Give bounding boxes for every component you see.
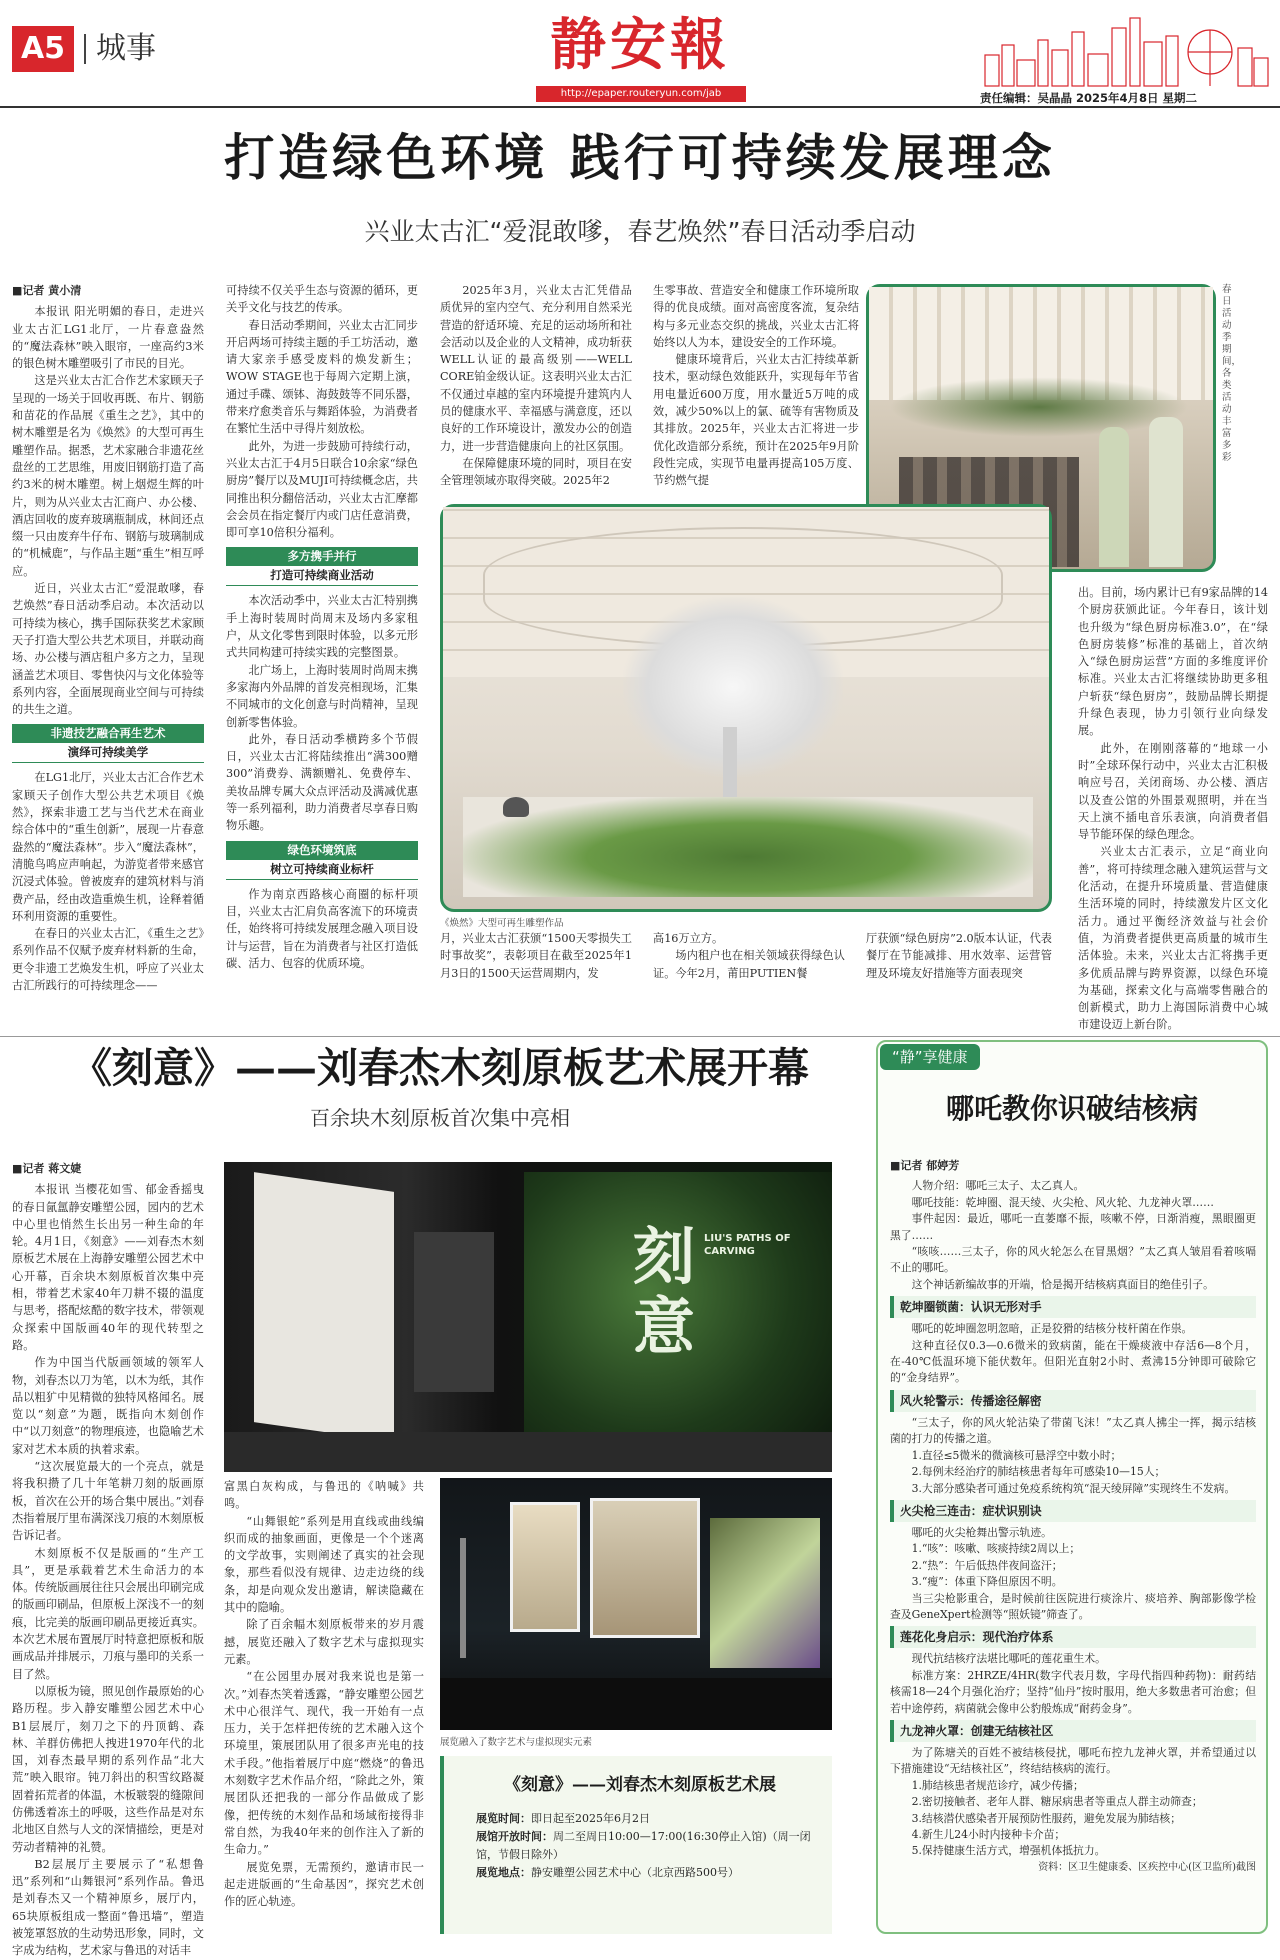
info-location: 展览地点：静安雕塑公园艺术中心（北京西路500号） — [476, 1866, 739, 1879]
info-title: 《刻意》——刘春杰木刻原板艺术展 — [504, 1775, 776, 1795]
heading-symptoms: 火尖枪三连击：症状识别诀 — [890, 1500, 1256, 1522]
page-code-badge: A5 — [12, 26, 74, 72]
article1-subtitle: 兴业太古汇“爱混敢嗲，春艺焕然”春日活动季启动 — [364, 217, 916, 246]
article1-bottom-col4: 高16万立方。 场内租户也在相关领域获得绿色认证。今年2月，莆田PUTIEN餐 — [653, 932, 845, 980]
banner-text: 刻意 — [632, 1220, 695, 1363]
subhead-partners: 多方携手并行 打造可持续商业活动 — [226, 547, 418, 586]
article1-col1: ■记者 黄小清 本报讯 阳光明媚的春日，走进兴业太古汇LG1北厅，一片春意盎然的“魔法森林”映入眼帘，一座高约3米的银色树木雕塑吸引了市民的目光。 这是兴业太古汇合作艺术家顾天子呈现的一场关于回收再既、布片、钢筋和苗花的作品展《重生之艺》，其中的树木雕塑是名为《焕然》的大型可再生雕塑作品。据悉，艺术家融合非遗花丝盘丝的工艺思维，用废旧钢筋打造了高约3米的树木雕塑。树上烟煜生辉的叶片，则为从兴业太古汇商户、办公楼、酒店回收的废弃玻璃瓶制成，林间还点缀一只由废弃牛仔布、钢筋与玻璃制成的“机械鹿”，与作品主题“重生”相互呼应。 近日，兴业太古汇“爱混敢嗲，春艺焕然”春日活动季启动。本次活动以可持续为核心，携手国际获奖艺术家顾天子打造大型公共艺术项目，并联动商场、办公楼与酒店租户多方之力，呈现涵盖艺术项目、零售快闪与文化体验等系列内容，全面展现商业空间与可持续的共生之道。 非遗技艺融合再生艺术 演绎可持续美学 在LG1北厅，兴业太古汇合作艺术家顾天子创作大型公共艺术项目《焕然》，探索非遗工艺与当代艺术在商业综合体中的“重生创新”，展现一片春意盎然的“魔法森林”。步入“魔法森林”，清脆鸟鸣应声响起，为游览者带来感官沉浸式体验。曾被废弃的建筑材料与消费产品，经由改造重焕生机，诠释着循环利用资源的重要性。 在春日的兴业太古汇，《重生之艺》系列作品不仅赋予废弃材料新的生命，更令非遗工艺焕发生机，呼应了兴业太古汇所践行的可持续理念—— — [12, 284, 204, 992]
section-name: 城事 — [96, 31, 156, 66]
source-note: 资料：区卫生健康委、区疾控中心(区卫监所)截图 — [1038, 1861, 1256, 1873]
header-rule — [0, 106, 1280, 108]
url-bar[interactable]: http://epaper.routeryun.com/jab — [536, 86, 746, 102]
caption-side: 春日活动季期间，各类活动丰富多彩 — [1222, 284, 1242, 463]
section-rule — [0, 1036, 1280, 1037]
info-time: 展览时间：即日起至2025年6月2日 — [476, 1812, 650, 1825]
article2-col2: 富黑白灰构成，与鲁迅的《呐喊》共鸣。 “山舞银蛇”系列是用直线或曲线编织而成的抽象画面，更像是一个个迷离的文学故事，实则阐述了真实的社会现象，那些看似没有规律、边走边绕的线条，却是向观众发出邀请，解读隐藏在其中的隐喻。 除了百余幅木刻原板带来的岁月震撼，展览还融入了数字艺术与虚拟现实元素。 “在公园里办展对我来说也是第一次。”刘春杰笑着透露，“静安雕塑公园艺术中心很洋气、现代，我一开始有一点压力，关于怎样把传统的艺术融入这个环境里，策展团队用了很多声光电的技术手段。”他指着展厅中庭“燃烧”的鲁迅木刻数字艺术作品介绍，“除此之外，策展团队还把我的一部分作品做成了影像，把传统的木刻作品和场域衔接得非常自然，为我40年来的创作注入了新的生命力。” 展览免票，无需预约，邀请市民一起走进版画的“生命基因”，探究艺术创作的匠心轨迹。 — [224, 1480, 424, 1909]
subhead-heritage: 非遗技艺融合再生艺术 演绎可持续美学 — [12, 724, 204, 763]
article1-title: 打造绿色环境 践行可持续发展理念 — [224, 128, 1056, 187]
editor-line: 责任编辑：吴晶晶 2025年4月8日 星期二 — [980, 91, 1198, 105]
caption-main: 《焕然》大型可再生雕塑作品 — [440, 918, 564, 929]
article1-bottom-col3: 月，兴业太古汇获颁“1500天零损失工时事故奖”，表彰项目在截至2025年1月3日的1500天运营周期内，发 — [440, 932, 632, 980]
article3-body: ■记者 郁婷芳 人物介绍：哪吒三太子、太乙真人。 哪吒技能：乾坤圈、混天绫、火尖枪、风火轮、九龙神火罩…… 事件起因：最近，哪吒一直萎靡不振，咳嗽不停，日渐消瘦，黑眼圈更黑了…… “咳咳……三太子，你的风火轮怎么在冒黑烟？”太乙真人皱眉看着咳嗝不止的哪吒。 这个神话新编故事的开端，恰是揭开结核病真面目的绝佳引子。 乾坤圈锁菌：认识无形对手 哪吒的乾坤圈忽明忽暗，正是狡猾的结核分枝杆菌在作祟。 这种直径仅0.3—0.6微米的致病菌，能在干燥痰液中存活6—8个月，在-40℃低温环境下能伏数年。但阳光直射2小时、煮沸15分钟即可破除它的“金身结界”。 风火轮警示：传播途径解密 “三太子，你的风火轮沾染了带菌飞沫！”太乙真人拂尘一挥，揭示结核菌的打力的传播之道。 1.直径≤5微米的微滴核可悬浮空中数小时； 2.每例未经治疗的肺结核患者每年可感染10—15人； 3.大部分感染者可通过免疫系统构筑“混天绫屏障”实现终生不发病。 火尖枪三连击：症状识别诀 哪吒的火尖枪舞出警示轨迹。 1.“咳”：咳嗽、咳痰持续2周以上； 2.“热”：午后低热伴夜间盗汗； 3.“瘦”：体重下降但原因不明。 当三尖枪影重合，是时候前往医院进行痰涂片、痰培养、胸部影像学检查及GeneXpert检测等“照妖镜”筛查了。 莲花化身启示：现代治疗体系 现代抗结核疗法堪比哪吒的莲花重生术。 标准方案：2HRZE/4HR(数字代表月数，字母代指四种药物)：耐药结核需18—24个月强化治疗；坚持“仙丹”按时服用，绝大多数患者可治愈；但若中途停药，病菌就会像申公豹般炼成“耐药金身”。 九龙神火罩：创建无结核社区 为了陈塘关的百姓不被结核侵扰，哪吒布控九龙神火罩，并希望通过以下措施建设“无结核社区”，终结结核病的流行。 1.肺结核患者规范诊疗，减少传播； 2.密切接触者、老年人群、糖尿病患者等重点人群主动筛查； 3.结核潜伏感染者开展预防性服药，避免发展为肺结核； 4.新生儿24小时内接种卡介苗； 5.保持健康生活方式，增强机体抵抗力。 资料：区卫生健康委、区疾控中心(区卫监所)截图 — [890, 1158, 1256, 1930]
article1-col2: 可持续不仅关乎生态与资源的循环，更关乎文化与技艺的传承。 春日活动季期间，兴业太古汇同步开启两场可持续主题的手工坊活动，邀请大家亲手感受废料的焕发新生；WOW STAGE也于每周六定期上演，通过手碟、颂钵、海鼓鼓等不同乐器，带来疗愈类音乐与舞蹈体验，为消费者在繁忙生活中寻得片刻放松。 此外，为进一步鼓励可持续行动，兴业太古汇于4月5日联合10余家“绿色厨房”餐厅以及MUJI可持续概念店，共同推出积分翻倍活动，兴业太古汇摩都会会员在指定餐厅内或门店任意消费，即可享10倍积分福利。 多方携手并行 打造可持续商业活动 本次活动季中，兴业太古汇特别携手上海时装周时尚周末及场内多家租户，从文化零售到限时体验，以多元形式共同构建可持续实践的完整图景。 北广场上，上海时装周时尚周末携多家海内外品牌的首发亮相现场，汇集不同城市的文化创意与时尚精神，呈现创新零售体验。 此外，春日活动季横跨多个节假日，兴业太古汇将陆续推出“满300赠300”消费券、满额赠礼、免费停车、美妆品牌专属大众点评活动及满减优惠等一系列福利，助力消费者尽享春日购物乐趣。 绿色环境筑底 树立可持续商业标杆 作为南京西路核心商圈的标杆项目，兴业太古汇肩负高客流下的环境责任，始终将可持续发展理念融入项目设计与运营，旨在为消费者与社区打造低碳、活力、包容的优质环境。 — [226, 284, 418, 970]
article2-col1: ■记者 蒋文婕 本报讯 当樱花如雪、郁金香摇曳的春日氤氲静安雕塑公园，园内的艺术中心里也悄然生长出另一种生命的年轮。4月1日，《刻意》——刘春杰木刻原板艺术展在上海静安雕塑公园艺术中心开幕，百余块木刻原板首次集中亮相，带着艺术家40年刀耕不辍的温度与思考，搭配炫酷的数字技术，带领观众探索中国版画40年的现代转型之路。 作为中国当代版画领域的领军人物，刘春杰以刀为笔，以木为纸，其作品以粗犷中见精微的独特风格闻名。展览以“刻意”为题，既指向木刻创作中“以刀刻意”的物理痕迹，也隐喻艺术家对艺术本质的执着求索。 “这次展览最大的一个亮点，就是将我积攒了几十年笔耕刀刻的版画原板，首次在公开的场合集中展出。”刘春杰指着展厅里布满深浅刀痕的木刻原板告诉记者。 木刻原板不仅是版画的“生产工具”，更是承载着艺术生命活力的本体。传统版画展往往只会展出印刷完成的版画印刷品，但原板上深浅不一的刻痕，比完美的版画印刷品更接近真实。本次艺术展布置展厅时特意把原板和版画成品并排展示，刀痕与墨印的关系一目了然。 以原板为镜，照见创作最原始的心路历程。步入静安雕塑公园艺术中心B1层展厅，刻刀之下的丹顶鹤、森林、羊群仿佛把人拽进1970年代的北国，刘春杰最早期的系列作品“北大荒”映入眼帘。钝刀斜出的积雪纹路凝固着拓荒者的体温，木板皲裂的缝隙间仿佛透着冻土的呼吸，这些作品是对东北地区自然与人文的深情描绘，更是对劳动者精神的礼赞。 B2层展厅主要展示了“私想鲁迅”系列和“山舞银河”系列作品。鲁迅是刘春杰又一个精神原乡，展厅内，65块原板组成一整面“鲁迅墙”，塑造被笼罩怒放的生动势迅形象，同时，文字成为结构，艺术家与鲁迅的对话丰 — [12, 1162, 204, 1958]
article1-col4: 生零事故、营造安全和健康工作环境所取得的优良成绩。面对高密度客流，复杂结构与多元业态交织的挑战，兴业太古汇将始终以人为本，建设安全的工作环境。 健康环境背后，兴业太古汇持续革新技术，驱动绿色效能跃升，实现每年节省用电量近600万度，用水量近5万吨的成效，减少50%以上的氯、硫等有害物质及其排放。2025年，兴业太古汇将进一步优化改造部分系统，预计在2025年9月阶段性完成，实现节电量再提高105万度、节约燃气提 — [653, 284, 859, 488]
article3-title: 哪吒教你识破结核病 — [945, 1092, 1198, 1125]
photo-sculpture — [440, 504, 1052, 912]
article1-col5: 出。目前，场内累计已有9家品牌的14个厨房获颁此证。今年春日，该计划也升级为“绿色厨房标准3.0”，在“绿色厨房装修”标准的基础上，首次纳入“绿色厨房运营”方面的多维度评价标准。兴业太古汇将继续协助更多租户斩获“绿色厨房”，鼓励品牌长期提升绿色表现，协力引领行业向绿发展。 此外，在刚刚落幕的“地球一小时”全球环保行动中，兴业太古汇积极响应号召，关闭商场、办公楼、酒店以及查公馆的外围景观照明，并在当天上演不插电音乐表演，向消费者倡导节能环保的绿色理念。 兴业太古汇表示，立足“商业向善”，将可持续理念融入建筑运营与文化活动，在提升环境质量、营造健康生活环境的同时，持续激发片区文化活力。通过平衡经济效益与社会价值，为消费者提供更高质量的城市生活体验。未来，兴业太古汇将携手更多优质品牌与跨界资源，以绿色环境为基础，探索文化与高端零售融合的创新模式，助力上海国际消费中心城市建设迈上新台阶。 — [1078, 586, 1268, 1032]
heading-spread: 风火轮警示：传播途径解密 — [890, 1390, 1256, 1412]
photo-exhibition-gallery — [440, 1478, 832, 1730]
masthead: 静安報 — [550, 12, 730, 78]
caption-exhibition: 展览融入了数字艺术与虚拟现实元素 — [440, 1737, 593, 1748]
info-hours: 展馆开放时间：周二至周日10:00—17:00(16:30停止入馆)（周一闭馆，节假日除外） — [476, 1830, 811, 1861]
heading-lock: 乾坤圈锁菌：认识无形对手 — [890, 1296, 1256, 1318]
article1-col3: 2025年3月，兴业太古汇凭借品质优异的室内空气、充分利用自然采光营造的舒适环境、充足的运动场所和社会活动以及企业的人文精神，成功斩获WELL认证的最高级别——WELL CORE铂金级认证。这表明兴业太古汇不仅通过卓越的室内环境提升建筑内人员的健康水平、幸福感与满意度，还以良好的工作环境设计，激发办公的创造力，进一步营造健康向上的社区氛围。 在保障健康环境的同时，项目在安全管理领域亦取得突破。2025年2 — [440, 284, 632, 488]
heading-community: 九龙神火罩：创建无结核社区 — [890, 1720, 1256, 1742]
article2-subtitle: 百余块木刻原板首次集中亮相 — [310, 1106, 570, 1130]
skyline-graphic — [980, 10, 1270, 86]
exhibition-info-box — [440, 1756, 832, 1934]
section-divider — [84, 34, 86, 64]
banner-small: LIU'S PATHS OF CARVING — [704, 1233, 791, 1257]
photo-exhibition-hall — [224, 1162, 832, 1472]
article2-title: 《刻意》——刘春杰木刻原板艺术展开幕 — [71, 1044, 809, 1092]
article1-bottom-col5: 厅获颁“绿色厨房”2.0版本认证，代表餐厅在节能减排、用水效率、运营管理及环境友好措施等方面表现突 — [866, 932, 1052, 980]
subhead-green: 绿色环境筑底 树立可持续商业标杆 — [226, 841, 418, 880]
health-column-tag: “静”享健康 — [880, 1044, 980, 1070]
heading-treatment: 莲花化身启示：现代治疗体系 — [890, 1626, 1256, 1648]
